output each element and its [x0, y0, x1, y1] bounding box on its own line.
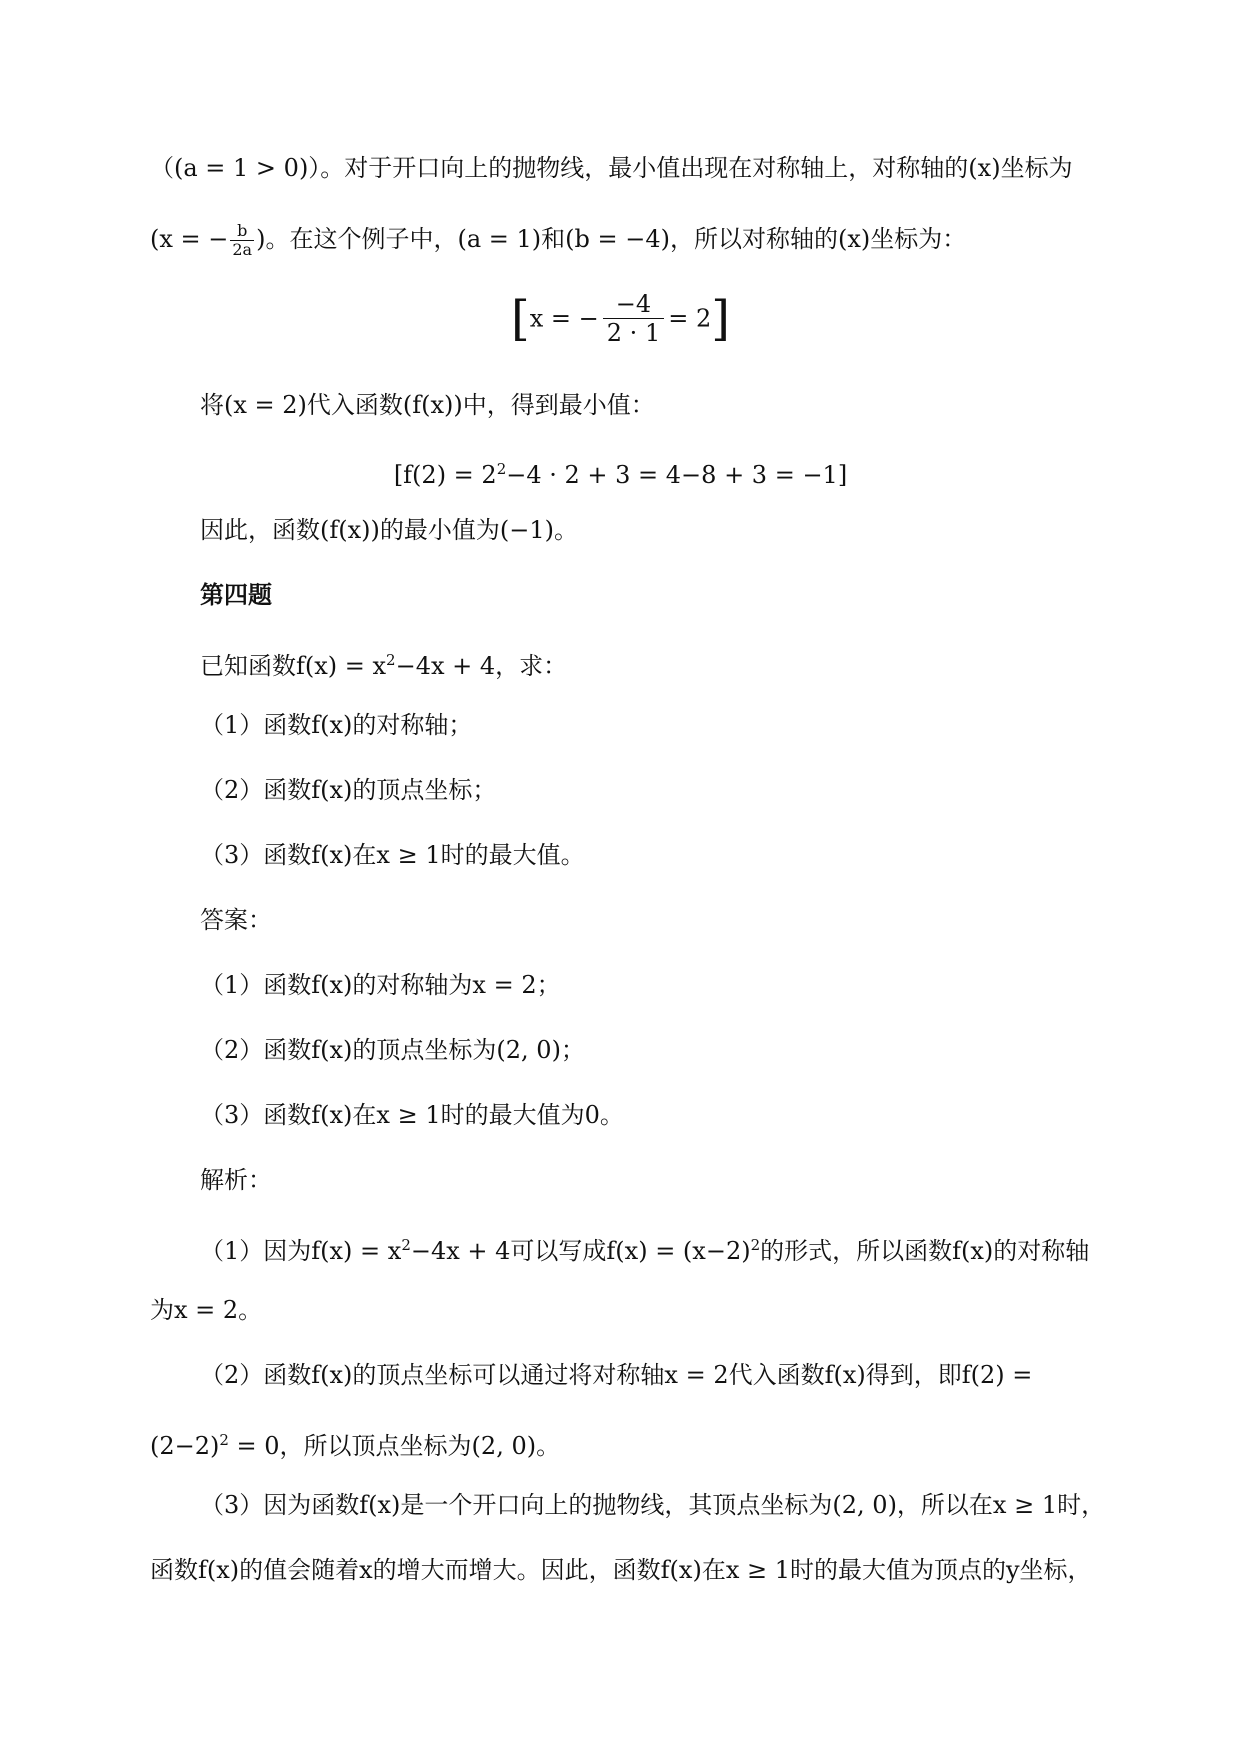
text: （3）函数f(x)在x ≥ 1时的最大值为0。: [200, 1101, 624, 1129]
text: −4x + 4可以写成f(x) = (x−2): [410, 1237, 751, 1265]
text: [f(2) = 2: [393, 461, 497, 489]
text: （3）函数f(x)在x ≥ 1时的最大值。: [200, 841, 585, 869]
answer-item: [0, 1098, 1241, 1132]
superscript: 2: [401, 1236, 411, 1254]
question-item: [0, 708, 1241, 742]
text: 答案：: [200, 906, 272, 934]
equation-display: [0, 452, 1241, 492]
analysis-line: [0, 1228, 1241, 1268]
question-item: [0, 838, 1241, 872]
fraction: [230, 222, 254, 259]
equation-display: [0, 290, 1241, 360]
text: （2）函数f(x)的顶点坐标可以通过将对称轴x = 2代入函数f(x)得到，即f(2) =: [200, 1361, 1033, 1389]
text: 函数f(x)的值会随着x的增大而增大。因此，函数f(x)在x ≥ 1时的最大值为顶点的y坐标，: [150, 1556, 1092, 1584]
heading-text: 第四题: [200, 580, 272, 609]
numerator: b: [230, 222, 254, 241]
paragraph-line: [0, 222, 1241, 259]
text: x = −: [529, 304, 599, 333]
answer-item: [0, 1033, 1241, 1067]
text: （1）因为f(x) = x: [200, 1237, 402, 1265]
text: (x = −: [150, 225, 229, 253]
denominator: 2 · 1: [606, 319, 661, 347]
paragraph-line: [0, 151, 1241, 185]
text: = 0，所以顶点坐标为(2, 0)。: [228, 1432, 561, 1460]
superscript: 2: [386, 651, 396, 669]
analysis-line: [0, 1553, 1241, 1587]
analysis-line: [0, 1293, 1241, 1327]
text: 的形式，所以函数f(x)的对称轴: [760, 1237, 1090, 1265]
text: 为x = 2。: [150, 1296, 263, 1324]
superscript: 2: [750, 1236, 761, 1254]
text: （2）函数f(x)的顶点坐标为(2, 0)；: [200, 1036, 585, 1064]
text: −4 · 2 + 3 = 4−8 + 3 = −1]: [506, 461, 848, 489]
paragraph-line: [0, 388, 1241, 422]
text: （1）函数f(x)的对称轴为x = 2；: [200, 971, 561, 999]
right-bracket: ]: [711, 290, 730, 347]
analysis-line: [0, 1488, 1241, 1522]
analysis-line: [0, 1423, 1241, 1463]
analysis-line: [0, 1358, 1241, 1392]
text: )。在这个例子中，(a = 1)和(b = −4)，所以对称轴的(x)坐标为：: [256, 225, 967, 253]
left-bracket: [: [511, 290, 530, 347]
numerator: −4: [603, 290, 664, 319]
text: = 2: [668, 304, 712, 333]
text: （1）函数f(x)的对称轴；: [200, 711, 473, 739]
text: −4x + 4，求：: [395, 652, 568, 680]
text: （2）函数f(x)的顶点坐标；: [200, 776, 497, 804]
question-stem: [0, 643, 1241, 683]
text: （3）因为函数f(x)是一个开口向上的抛物线，其顶点坐标为(2, 0)，所以在x ≥ 1时，: [200, 1491, 1106, 1519]
answer-item: [0, 968, 1241, 1002]
analysis-label: [0, 1163, 1241, 1197]
paragraph-line: [0, 513, 1241, 547]
superscript: 2: [496, 460, 507, 478]
answer-label: [0, 903, 1241, 937]
text: (2−2): [150, 1432, 220, 1460]
question-item: [0, 773, 1241, 807]
section-heading: [0, 578, 1241, 612]
superscript: 2: [219, 1431, 229, 1449]
text: 将(x = 2)代入函数(f(x))中，得到最小值：: [200, 391, 655, 419]
text: 解析：: [200, 1166, 272, 1194]
denominator: 2a: [232, 240, 253, 259]
text: （(a = 1 > 0)）。对于开口向上的抛物线，最小值出现在对称轴上，对称轴的(x)坐标为: [150, 154, 1073, 182]
fraction: [603, 290, 664, 347]
text: 已知函数f(x) = x: [200, 652, 387, 680]
text: 因此，函数(f(x))的最小值为(−1)。: [200, 516, 578, 544]
